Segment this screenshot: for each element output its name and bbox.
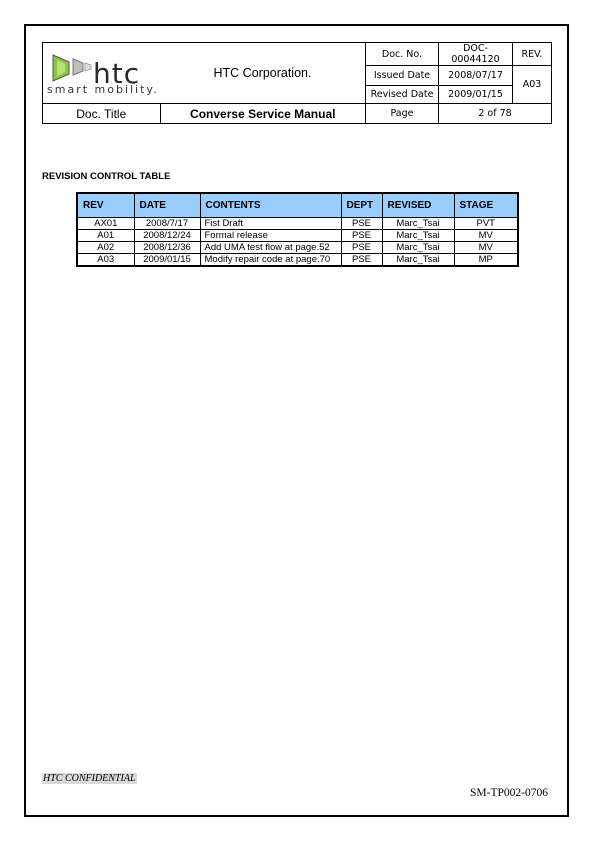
rev-value: A03 [513,66,552,104]
table-cell: Marc_Tsai [382,218,454,230]
document-header [42,42,552,124]
section-title: REVISION CONTROL TABLE [42,171,171,182]
rev-label: REV. [513,43,552,66]
table-cell: A03 [77,254,134,267]
doc-title-label: Doc. Title [43,104,161,124]
page-border [24,24,569,817]
table-row [77,218,518,230]
doc-no-label: Doc. No. [366,43,439,66]
table-header-row [77,193,518,218]
revision-control-table [76,192,519,267]
logo-cell [43,43,161,104]
table-cell: PSE [341,254,382,267]
table-cell: 2008/12/36 [134,242,200,254]
column-header: CONTENTS [200,193,341,218]
table-cell: A01 [77,230,134,242]
table-cell: Fist Draft [200,218,341,230]
table-row [77,254,518,267]
column-header: STAGE [454,193,518,218]
table-cell: PSE [341,230,382,242]
table-cell: Marc_Tsai [382,254,454,267]
table-row [77,242,518,254]
table-cell: Marc_Tsai [382,242,454,254]
table-cell: PSE [341,242,382,254]
table-cell: PSE [341,218,382,230]
column-header: DATE [134,193,200,218]
htc-logo [43,43,160,103]
page-value: 2 of 78 [439,104,552,124]
table-cell: PVT [454,218,518,230]
logo-wordmark: htc [93,57,141,90]
table-cell: Formal release [200,230,341,242]
doc-no-value: DOC-00044120 [439,43,513,66]
revised-date-value: 2009/01/15 [439,86,513,104]
table-cell: MV [454,230,518,242]
issued-date-label: Issued Date [366,66,439,86]
table-cell: Add UMA test flow at page.52 [200,242,341,254]
page-label: Page [366,104,439,124]
doc-title-value: Converse Service Manual [160,104,366,124]
table-cell: MP [454,254,518,267]
table-cell: 2009/01/15 [134,254,200,267]
table-cell: AX01 [77,218,134,230]
confidential-notice: HTC CONFIDENTIAL [43,773,136,784]
logo-tagline: smart mobility. [47,83,159,96]
column-header: DEPT [341,193,382,218]
column-header: REVISED [382,193,454,218]
table-cell: Modify repair code at page.70 [200,254,341,267]
table-row [77,230,518,242]
issued-date-value: 2008/07/17 [439,66,513,86]
table-cell: MV [454,242,518,254]
company-name: HTC Corporation. [160,43,366,104]
revised-date-label: Revised Date [366,86,439,104]
table-cell: 2008/12/24 [134,230,200,242]
form-code: SM-TP002-0706 [470,787,548,799]
table-cell: Marc_Tsai [382,230,454,242]
column-header: REV [77,193,134,218]
table-cell: 2008/7/17 [134,218,200,230]
table-cell: A02 [77,242,134,254]
